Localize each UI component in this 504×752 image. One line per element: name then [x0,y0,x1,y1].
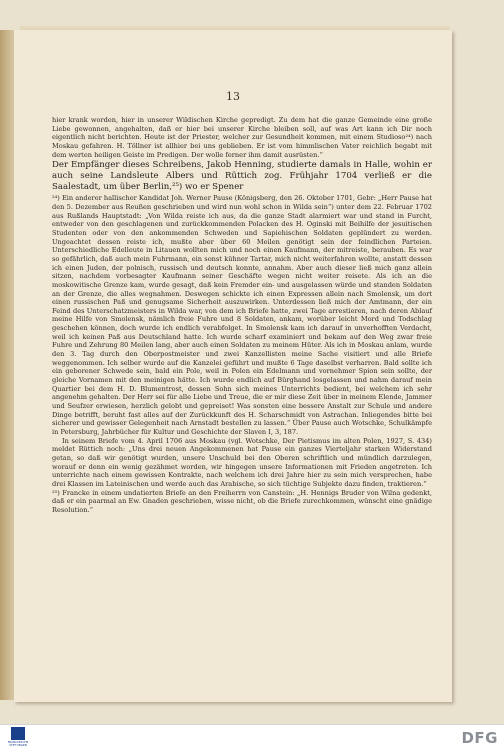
book-spine-edge [0,30,14,700]
dfg-logo[interactable]: DFG [461,729,498,747]
footnote-25: ²⁵) Francke in einem undatierten Briefe an den Freiherrn von Canstein: „H. Hennigs Bruder von Wilna gedenkt, daß er ein paarmal an Ew. Gnaden geschrieben, wisse nicht, ob die Briefe zurechkommen, wünscht eine gnädige Resolution.“ [52,488,432,514]
paragraph-main: Der Empfänger dieses Schreibens, Jakob Henning, studierte damals in Halle, wohin er auch seine Landsleute Albers und Rüttich zog. Frühjahr 1704 verließ er die Saalestadt, um über Berlin,²⁵) wo er Spener [52,160,432,193]
logo-icon [11,727,25,740]
paragraph-letter-end: hier krank worden, hier in unserer Wildischen Kirche gepredigt. Zu dem hat die ganze Gemeinde eine große Liebe gewonnen, angehalten, daß er hier bei unserer Kirche bleiben soll, auf was Art kann ich Dir noch eigentlich nicht berichten. Heute ist der Priester, welcher zur Gesundheit kommen, mit einem Studioso²⁴) nach Moskau gefahren. H. Töllner ist allhier bei uns geblieben. Er ist vom himmlischen Vater reichlich begabt mit dem werten heiligen Geiste im Predigen. Der wolle ferner ihm damit ausrüsten.“ [52,116,432,159]
page-number: 13 [226,90,240,103]
footnote-24: ²⁴) Ein anderer hallischer Kandidat Joh. Werner Pause (Königsberg, den 26. Oktober 1701, Gebr: „Herr Pause hat den 5. Dezember aus Reußen geschrieben und wird nun wohl schon in Wilda sein“) unter dem 22. Februar 1702 aus Rußlands Hauptstadt: „Von Wilda reiste ich aus, da die ganze Stadt alarmiert war und stand in Furcht, entweder von den geschlagenen und zurückkommenden Polacken des H. Oginski mit Beihilfe der jesuitischen Studenten oder von den ankommenden Schweden und Sapiehischen Soldaten geplündert zu werden. Ungeachtet dessen reiste ich, mußte aber über 60 Meilen genötigt sein der feindlichen Parteien. Unterschiedliche Edelleute in Litauen wollten mich und noch einen Kaufmann, der mitreiste, berauben. Es war so gefährlich, daß auch mein Fuhrmann, ein sonst kühner Tartar, mich nicht weiterfahren wollte, anstatt dessen ich einen Juden, der polnisch, russisch und deutsch konnte, annahm. Aber auch dieser ließ mich ganz allein sitzen, nachdem vorbesagter Kaufmann seiner Geschäfte wegen nicht weiter reisete. Als ich an die moskowitische Grenze kam, wurde gesagt, daß kein Fremder ein- und ausgelassen würde und standen Soldaten an der Grenze, die alles wegnahmen. Deswegen schickte ich einen Expressen allein nach Smolensk, um dort einen russischen Paß und genugsame Sicherheit auszuwirken. Unterdessen ließ mich der Amtmann, der ein Feind des Unterschatzmeisters in Wilda war, von dem ich Briefe hatte, zwei Tage arrestieren, nach deren Ablauf meine Hilfe von Smolensk, nämlich freie Fuhre und 8 Soldaten, ankam, worüber leicht Mord und Todschlag geschehen können, doch wurde ich endlich verabfolget. In Smolensk kam ich darauf in unverhofften Verdacht, weil ich keinen Paß aus Deutschland hatte. Ich wurde scharf examiniert und bekam auf den Weg zwar freie Fuhre und Zehrung 80 Meilen lang, aber auch einen Soldaten zu meinem Hüter. Als ich in Moskau anlam, wurde den 3. Tag durch den Oberpostmeister und zwei Kanzellisten meine Sache visitiert und alle Briefe weggenommen. Ich selber wurde auf die Kanzelei geführt und mußte 6 Tage daselbst verharren. Bald sollte ich ein geborener Schwede sein, bald ein Pole, weil in Polen ein Edelmann und vornehmer Spion sein sollte, der gleiche Vornamen mit den meinigen hätte. Ich wurde endlich auf Bürghand losgelassen und nahm darauf mein Quartier bei dem H. D. Blumentrost, dessen Sohn sich meines Unterrichts bedient, bei welchem ich sehr angenehm gehalten. Der Herr sei für alle Liebe und Treue, die er mir diese Zeit über in meinem Elende, Jammer und Seufzer erwiesen, herzlich gelobt und gepreiset! Was sonsten eine bessere Anstalt zur Schule und andere Dinge betrifft, beruht fast alles auf der Zurückkunft des H. Scharschmidt von Astrachan. Inliegendes bitte bei sicherer und gewisser Gelegenheit nach Arnstadt bestellen zu lassen.“ Über Pause auch Wotschke, Schulkämpfe in Petersburg, Jahrbücher für Kultur und Geschichte der Slaven I, 3, 187. [52,194,432,436]
viewer-footer [0,724,504,752]
page-text [52,116,432,515]
footnote-24-continued: In seinem Briefe vom 4. April 1706 aus Moskau (vgl. Wotschke, Der Pietismus im alten Polen, 1927, S. 434) meldet Rüttich noch: „Uns drei neuen Angekommenen hat Pause ein ganzes Vierteljahr starken Widerstand getan, so daß wir genötigt wurden, unsere Unschuld bei den Oberen schriftlich und mündlich darzulegen, worauf er denn ein wenig gezähmet worden, wir hingegen unsere Informationen mit Frieden angetreten. Ich unterrichte nach einem gewissen Kontrakte, nach welchem ich drei Jahre hier zu sein mich versprechen, habe drei Klassen im Lateinischen und werde auch das Arabische, so sich tüchtige Subjekte dazu finden, traktieren.“ [52,436,432,488]
franckesche-stiftungen-logo[interactable] [3,727,33,749]
book-page [14,30,452,702]
logo-text: FRANCKESCHE STIFTUNGEN [7,740,29,748]
